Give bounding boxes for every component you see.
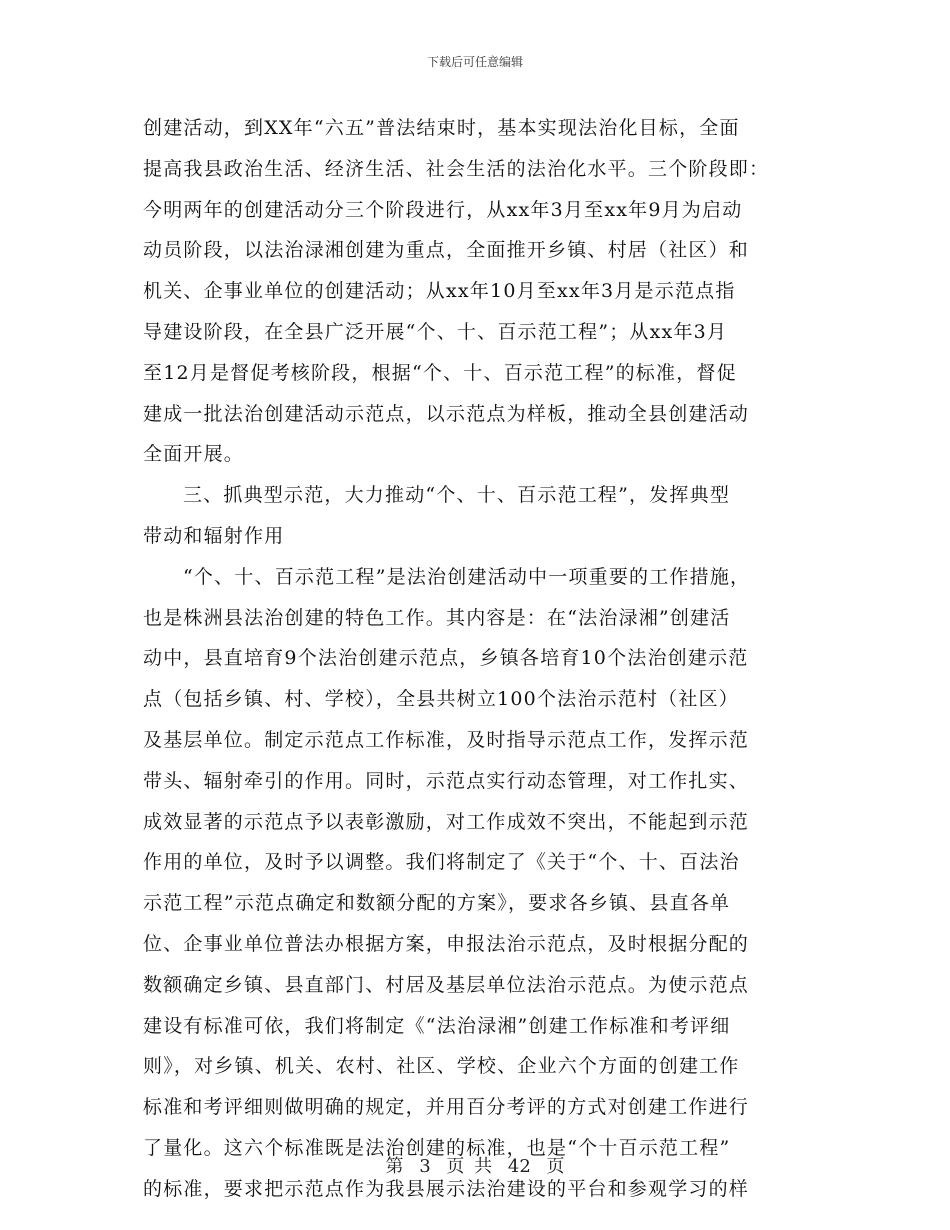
section-heading-line: 三、抓典型示范，大力推动“个、十、百示范工程”，发挥典型 <box>183 484 731 507</box>
text-line: 机关、企事业单位的创建活动；从xx年10月至xx年3月是示范点指 <box>143 280 736 303</box>
text-line: 位、企事业单位普法办根据方案，申报法治示范点，及时根据分配的 <box>143 932 750 955</box>
text-line: “个、十、百示范工程”是法治创建活动中一项重要的工作措施， <box>183 565 751 588</box>
text-line: 全面开展。 <box>143 443 245 466</box>
text-line: 点（包括乡镇、村、学校），全县共树立100个法治示范村（社区） <box>143 688 739 711</box>
text-line: 数额确定乡镇、县直部门、村居及基层单位法治示范点。为使示范点 <box>143 973 750 996</box>
text-line: 也是株洲县法治创建的特色工作。其内容是：在“法治渌湘”创建活 <box>143 606 731 629</box>
text-line: 了量化。这六个标准既是法治创建的标准，也是“个十百示范工程” <box>143 1136 731 1159</box>
text-line: 今明两年的创建活动分三个阶段进行，从xx年3月至xx年9月为启动 <box>143 198 743 221</box>
text-line: 建成一批法治创建活动示范点，以示范点为样板，推动全县创建活动 <box>143 402 750 425</box>
text-line: 导建设阶段，在全县广泛开展“个、十、百示范工程”；从xx年3月 <box>143 320 728 343</box>
text-line: 则》，对乡镇、机关、农村、社区、学校、企业六个方面的创建工作 <box>143 1055 740 1078</box>
text-line: 及基层单位。制定示范点工作标准，及时指导示范点工作，发挥示范 <box>143 728 750 751</box>
footer-suffix: 页 <box>546 1156 565 1177</box>
text-line: 作用的单位，及时予以调整。我们将制定了《关于“个、十、百法治 <box>143 851 740 874</box>
page-number: 3 <box>419 1156 431 1177</box>
total-pages: 42 <box>507 1156 531 1177</box>
text-line: 的标准，要求把示范点作为我县展示法治建设的平台和参观学习的样 <box>143 1177 750 1200</box>
text-line: 建设有标准可依，我们将制定《“法治渌湘”创建工作标准和考评细 <box>143 1014 731 1037</box>
footer-middle: 页 共 <box>446 1156 493 1177</box>
text-line: 成效显著的示范点予以表彰激励，对工作成效不突出，不能起到示范 <box>143 810 750 833</box>
page-header-note: 下载后可任意编辑 <box>426 55 523 69</box>
text-line: 动中，县直培育9个法治创建示范点，乡镇各培育10个法治创建示范 <box>143 647 749 670</box>
text-line: 标准和考评细则做明确的规定，并用百分考评的方式对创建工作进行 <box>143 1096 750 1119</box>
text-line: 带头、辐射牵引的作用。同时，示范点实行动态管理，对工作扎实、 <box>143 769 750 792</box>
text-line: 至12月是督促考核阶段，根据“个、十、百示范工程”的标准，督促 <box>143 361 737 384</box>
section-heading-line: 带动和辐射作用 <box>143 524 285 547</box>
text-line: 示范工程”示范点确定和数额分配的方案》，要求各乡镇、县直各单 <box>143 892 731 915</box>
page-footer <box>0 1152 950 1178</box>
text-line: 提高我县政治生活、经济生活、社会生活的法治化水平。三个阶段即： <box>143 157 770 180</box>
text-line: 动员阶段，以法治渌湘创建为重点，全面推开乡镇、村居（社区）和 <box>143 239 750 262</box>
document-body <box>143 108 813 1210</box>
text-line: 创建活动，到XX年“六五”普法结束时，基本实现法治化目标，全面 <box>143 117 740 139</box>
footer-prefix: 第 <box>385 1156 404 1177</box>
